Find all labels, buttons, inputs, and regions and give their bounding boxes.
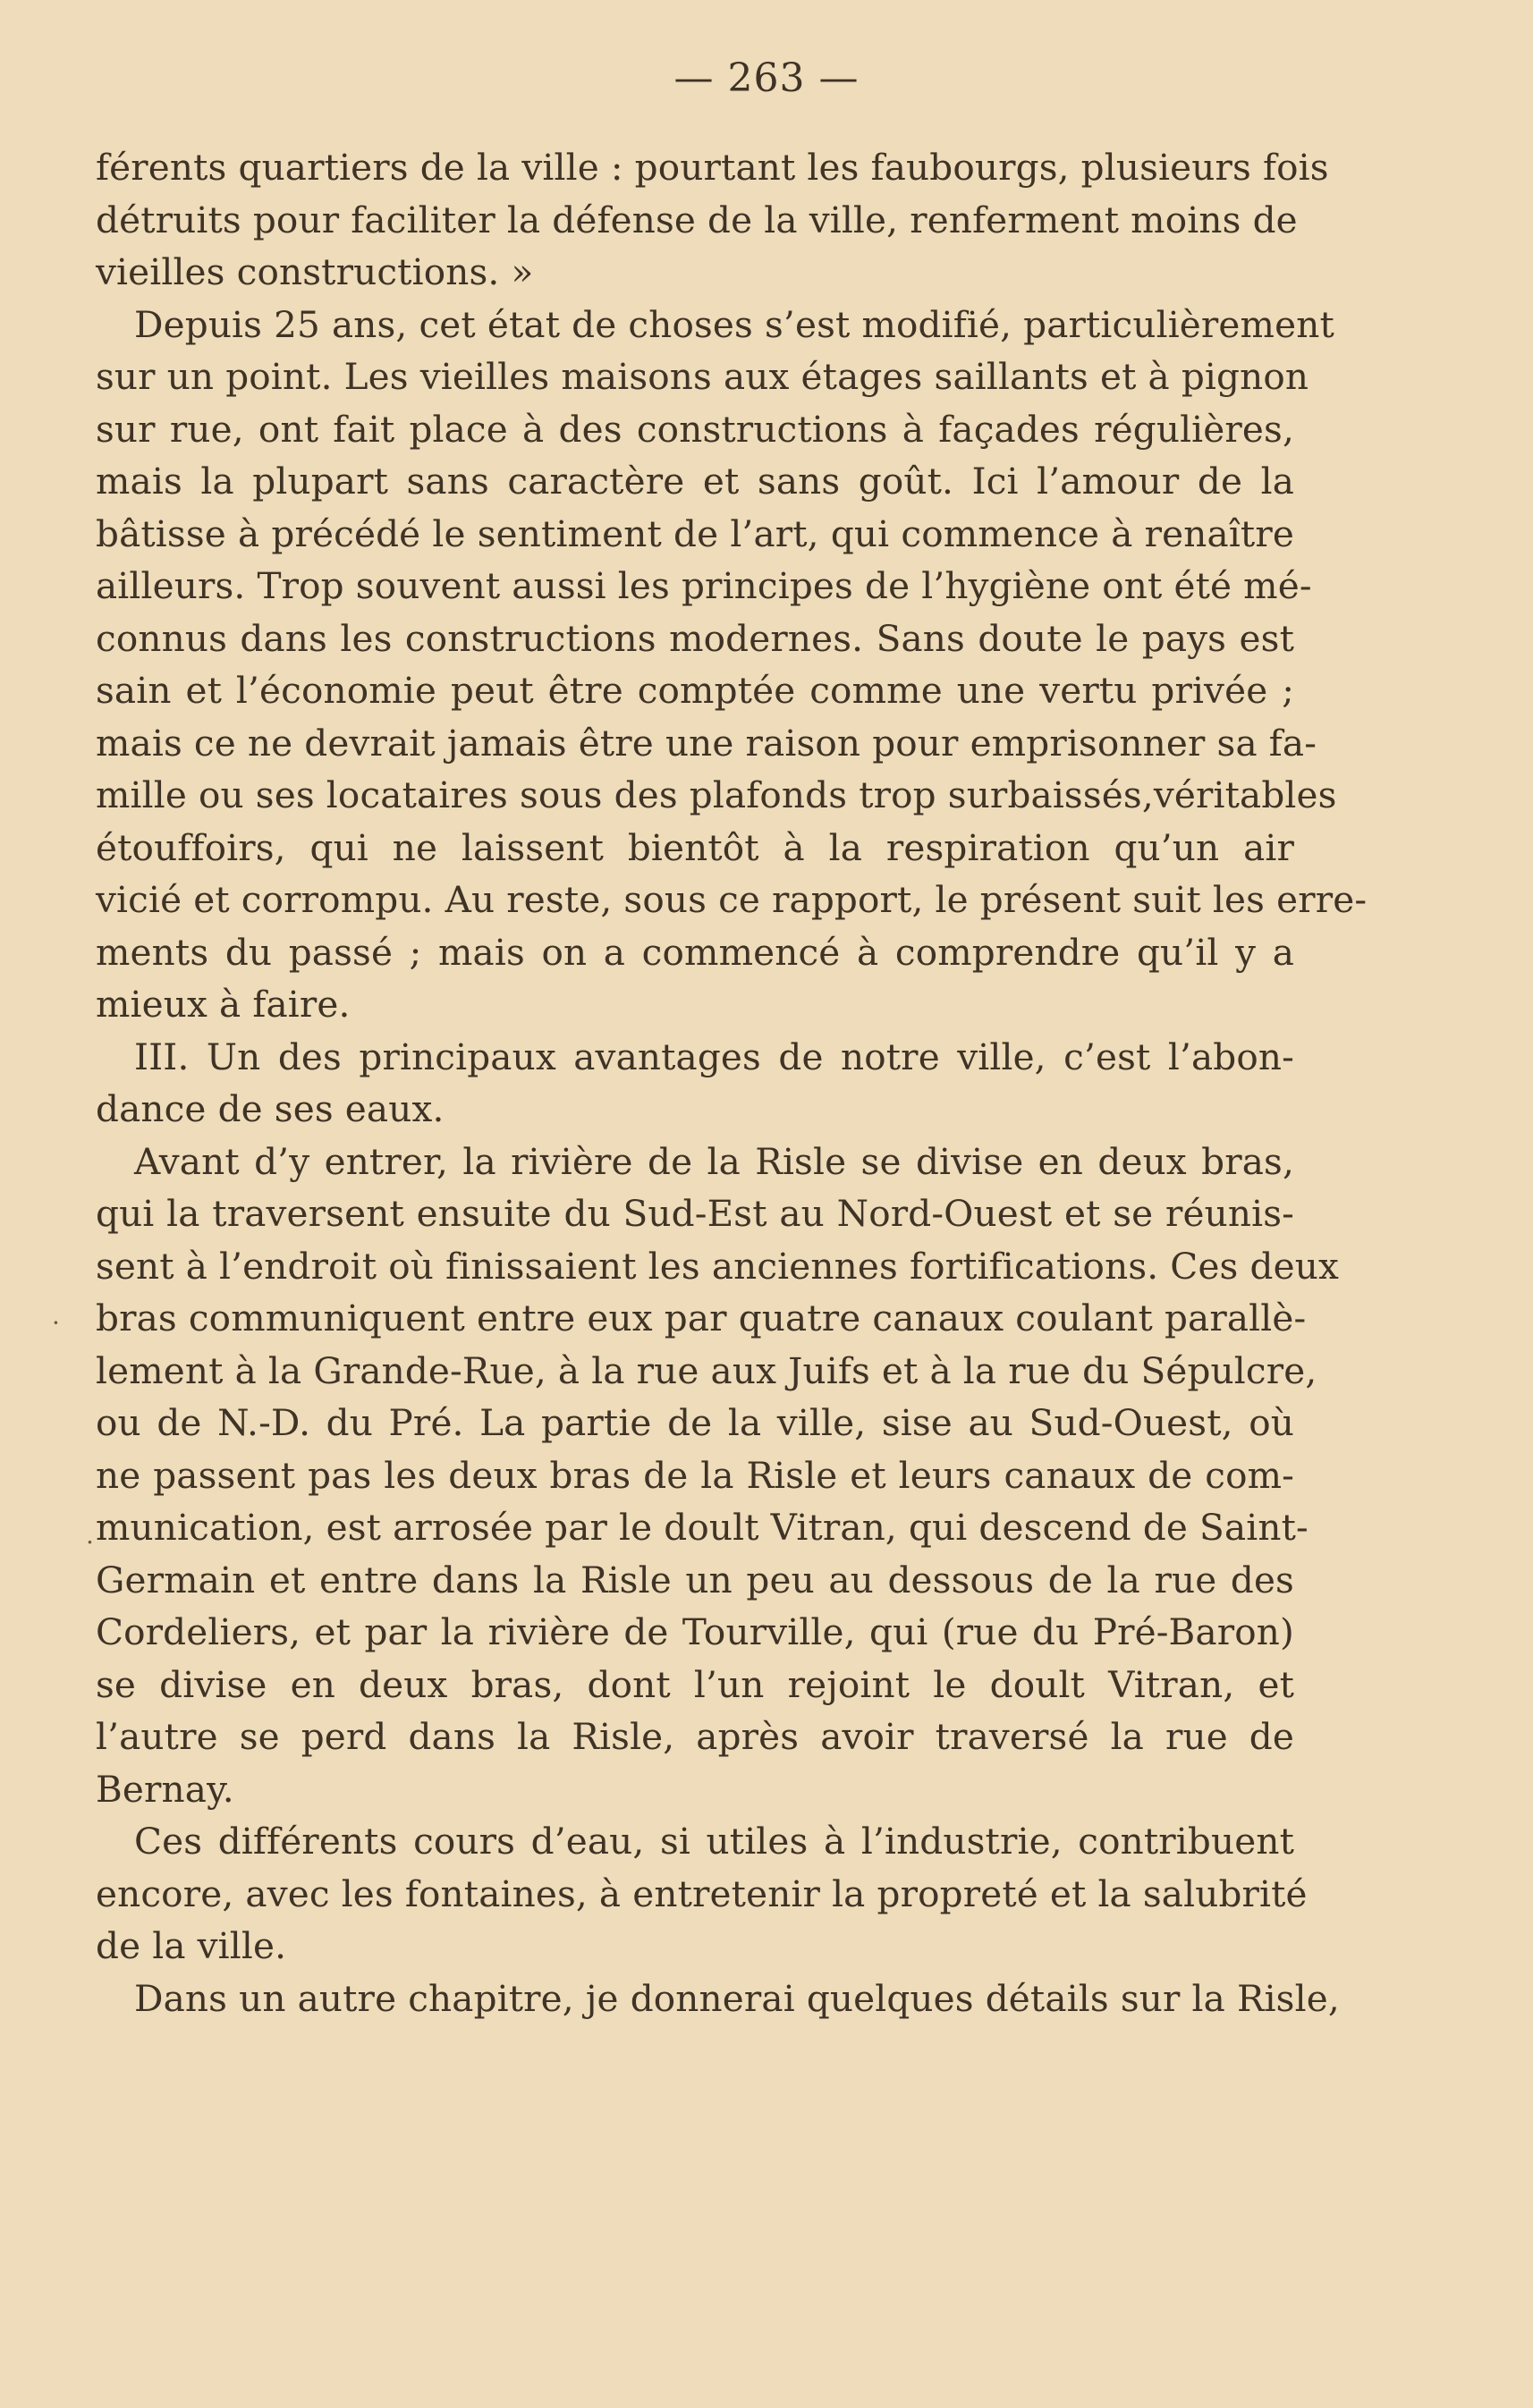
text-line: sur rue, ont fait place à des constructions à façades régulières, [96,407,1294,451]
text-line: ne passent pas les deux bras de la Risle et leurs canaux de com- [96,1453,1294,1497]
text-line: qui la traversent ensuite du Sud-Est au Nord-Ouest et se réunis- [96,1192,1294,1235]
text-line: encore, avec les fontaines, à entretenir la propreté et la salubrité [96,1871,1308,1915]
text-line: l’autre se perd dans la Risle, après avoir traversé la rue de [96,1715,1294,1758]
text-line: III. Un des principaux avantages de notre ville, c’est l’abon- [134,1035,1294,1078]
text-line: détruits pour faciliter la défense de la ville, renferment moins de [96,198,1298,241]
text-line: Bernay. [96,1767,234,1811]
page-number: — 263 — [673,55,860,101]
text-line: lement à la Grande-Rue, à la rue aux Juifs et à la rue du Sépulcre, [96,1348,1317,1392]
text-line: bras communiquent entre eux par quatre canaux coulant parallè- [96,1297,1307,1339]
text-line: étouffoirs, qui ne laissent bientôt à la respiration qu’un air [96,825,1294,869]
text-line: sent à l’endroit où finissaient les anciennes fortifications. Ces deux [96,1244,1339,1288]
text-line: Germain et entre dans la Risle un peu au dessous de la rue des [96,1558,1294,1601]
text-line: se divise en deux bras, dont l’un rejoint le doult Vitran, et [96,1662,1294,1706]
text-line: Avant d’y entrer, la rivière de la Risle se divise en deux bras, [134,1139,1294,1183]
text-line: mais ce ne devrait jamais être une raison pour emprisonner sa fa- [96,721,1317,765]
text-line: Cordeliers, et par la rivière de Tourville, qui (rue du Pré-Baron) [96,1610,1294,1653]
text-line: Depuis 25 ans, cet état de choses s’est modifié, particulièrement [134,302,1334,346]
text-line: sain et l’économie peut être comptée comme une vertu privée ; [96,669,1294,712]
text-line: ments du passé ; mais on a commencé à comprendre qu’il y a [96,930,1294,974]
text-line: mieux à faire. [96,983,351,1026]
text-line: de la ville. [96,1924,287,1967]
text-line: mais la plupart sans caractère et sans goût. Ici l’amour de la [96,460,1294,503]
text-line: Dans un autre chapitre, je donnerai quelques détails sur la Risle, [134,1976,1340,2020]
text-line: férents quartiers de la ville : pourtant les faubourgs, plusieurs fois [96,146,1329,189]
text-line: Ces différents cours d’eau, si utiles à l’industrie, contribuent [134,1820,1294,1863]
text-line: munication, est arrosée par le doult Vitran, qui descend de Saint- [96,1506,1309,1549]
text-line: sur un point. Les vieilles maisons aux étages saillants et à pignon [96,355,1309,398]
margin-mark: . [86,1520,94,1550]
text-line: vicié et corrompu. Au reste, sous ce rapport, le présent suit les erre- [96,878,1368,921]
text-line: ou de N.-D. du Pré. La partie de la ville, sise au Sud-Ouest, où [96,1401,1294,1444]
text-line: dance de ses eaux. [96,1087,445,1130]
page-text [96,141,1368,2024]
margin-mark: · [52,1308,60,1338]
text-line: ailleurs. Trop souvent aussi les principes de l’hygiène ont été mé- [96,564,1312,607]
text-line: vieilles constructions. » [96,250,534,293]
text-line: connus dans les constructions modernes. Sans doute le pays est [96,616,1294,660]
text-line: mille ou ses locataires sous des plafonds trop surbaissés,véritables [96,773,1337,816]
text-line: bâtisse à précédé le sentiment de l’art, qui commence à renaître [96,511,1294,555]
